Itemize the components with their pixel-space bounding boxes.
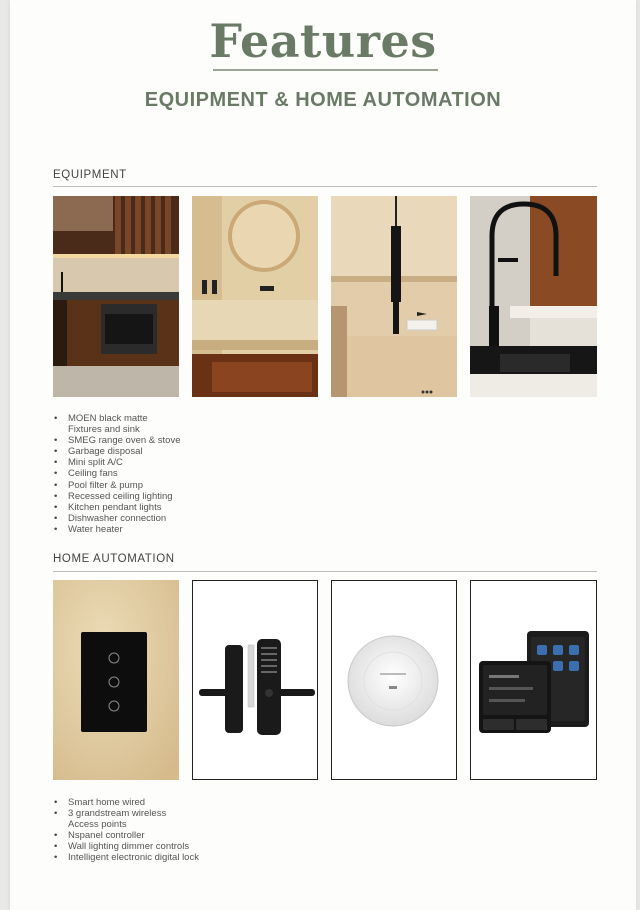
list-item: • Water heater	[53, 524, 180, 535]
equipment-list	[53, 413, 180, 535]
page-subtitle: EQUIPMENT & HOME AUTOMATION	[144, 89, 502, 111]
list-item: • 3 grandstream wireless	[53, 808, 199, 819]
faucet-photo	[470, 196, 597, 397]
page-title: Features	[209, 14, 437, 68]
automation-heading: HOME AUTOMATION	[53, 553, 175, 565]
access-point-photo	[331, 580, 457, 780]
smart-lock-photo	[192, 580, 318, 780]
touch-switch-photo	[53, 580, 179, 780]
list-item: • Kitchen pendant lights	[53, 502, 180, 513]
list-item: • Intelligent electronic digital lock	[53, 852, 199, 863]
pendant-light-photo	[331, 196, 457, 397]
equipment-heading: EQUIPMENT	[53, 169, 127, 181]
list-item: • SMEG range oven & stove	[53, 435, 180, 446]
automation-rule	[53, 571, 597, 572]
list-item: • Nspanel controller	[53, 830, 199, 841]
list-item: • Wall lighting dimmer controls	[53, 841, 199, 852]
kitchen-photo	[53, 196, 179, 397]
brochure-page	[10, 0, 636, 910]
nspanel-controller-photo	[470, 580, 597, 780]
automation-list	[53, 797, 199, 864]
title-underline	[213, 69, 438, 71]
list-item: • Dishwasher connection	[53, 513, 180, 524]
equipment-rule	[53, 186, 597, 187]
list-item: • MOEN black matte	[53, 413, 180, 424]
list-item: • Ceiling fans	[53, 468, 180, 479]
list-item: • Mini split A/C	[53, 457, 180, 468]
list-item: Access points	[68, 819, 127, 831]
list-item: Fixtures and sink	[68, 424, 140, 436]
list-item: • Recessed ceiling lighting	[53, 491, 180, 502]
list-item: • Smart home wired	[53, 797, 199, 808]
bathroom-photo	[192, 196, 318, 397]
list-item: • Garbage disposal	[53, 446, 180, 457]
list-item: • Pool filter & pump	[53, 480, 180, 491]
